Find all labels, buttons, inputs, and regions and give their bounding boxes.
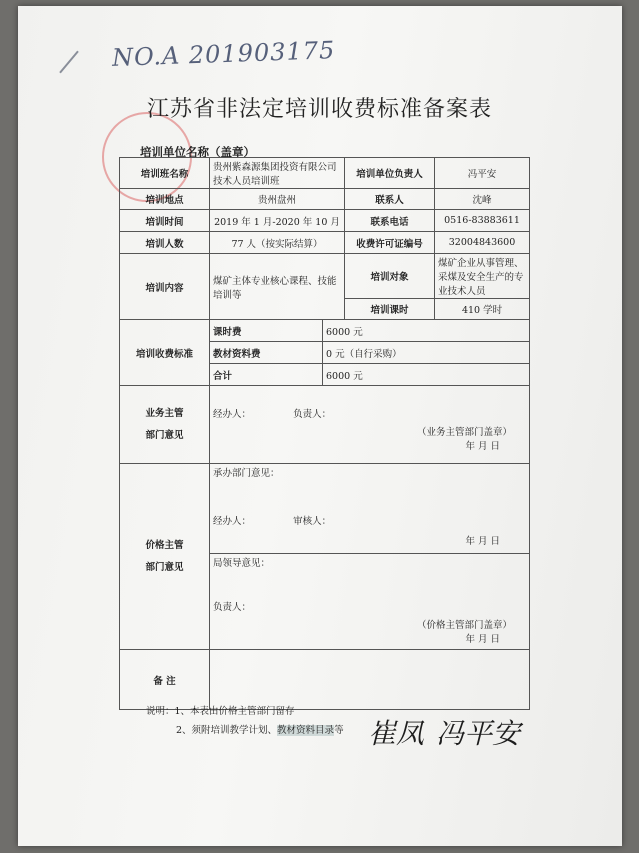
contact-label: 联系人 [345,189,435,210]
filing-form-table [119,157,530,710]
content-label: 培训内容 [120,254,210,320]
serial-number: NO.A 201903175 [111,36,336,72]
business-dept-label-1: 业务主管 [145,407,184,419]
location-value: 贵州盘州 [210,189,345,210]
price-responsible-label: 负责人： [213,602,252,613]
table-row [120,386,530,464]
table-row [120,464,530,554]
unit-name-label: 培训单位名称（盖章） [140,145,255,159]
price-host-opinion-label: 承办部门意见： [213,468,280,479]
footnotes [146,703,344,736]
handwritten-signature-2: 冯平安 [436,717,521,750]
table-row [120,254,530,299]
phone-value: 0516-83883611 [435,210,530,232]
note-line-1: 说明：1、本表由价格主管部门留存 [146,706,295,717]
price-host-opinion [210,464,530,554]
price-leader-opinion [210,554,530,650]
table-row [120,210,530,232]
price-dept-label-1: 价格主管 [145,539,184,551]
remarks-value [210,650,530,710]
time-label: 培训时间 [120,210,210,232]
table-row [120,650,530,710]
hours-value: 410 学时 [435,299,530,320]
fee-item-label: 课时费 [210,320,323,342]
note-line-2-prefix: 2、须附培训教学计划、 [176,725,278,736]
note-line-2-highlight: 教材资料目录 [277,725,335,736]
contact-value: 沈峰 [435,189,530,210]
fee-item-label: 教材资料费 [210,342,323,364]
target-label: 培训对象 [345,254,435,299]
fee-standard-label: 培训收费标准 [120,320,210,386]
business-dept-label-2: 部门意见 [145,429,184,441]
note-line-2-suffix: 等 [334,725,344,736]
business-dept-label [120,386,210,464]
price-handler-line [213,479,526,527]
table-row [120,189,530,210]
note-line-2 [146,717,344,736]
price-date-2: 年 月 日 [465,634,501,645]
class-name-value: 贵州紫森源集团投资有限公司技术人员培训班 [210,158,345,189]
price-handler-label: 经办人： [213,516,252,527]
fee-item-value: 0 元（自行采购） [323,342,530,364]
price-date-1: 年 月 日 [465,536,501,547]
fee-item-label: 合计 [210,364,323,386]
price-leader-opinion-label: 局领导意见： [213,558,271,569]
location-label: 培训地点 [120,189,210,210]
form-title: 江苏省非法定培训收费标准备案表 [146,97,492,122]
price-stamp-label: （价格主管部门盖章） [417,620,513,631]
count-label: 培训人数 [120,232,210,254]
business-date: 年 月 日 [465,440,501,452]
time-value: 2019 年 1 月-2020 年 10 月 [210,210,345,232]
business-stamp-label: （业务主管部门盖章） [417,426,513,438]
price-dept-label [120,464,210,650]
business-handler-label: 经办人： [213,408,252,420]
remarks-label: 备 注 [120,650,210,710]
leader-value: 冯平安 [435,158,530,189]
business-responsible-label: 负责人： [293,408,332,420]
license-label: 收费许可证编号 [345,232,435,254]
fee-item-value: 6000 元 [323,320,530,342]
target-value: 煤矿企业从事管理、采煤及安全生产的专业技术人员 [435,254,530,299]
table-row [120,232,530,254]
price-reviewer-label: 审核人： [293,516,332,527]
count-value: 77 人（按实际结算） [210,232,345,254]
table-row [120,158,530,189]
table-row [120,320,530,342]
phone-label: 联系电话 [345,210,435,232]
business-dept-opinion [210,386,530,464]
handwritten-signature-1: 崔凤 [368,717,425,750]
price-dept-label-2: 部门意见 [145,561,184,573]
business-handler-line [213,398,526,420]
hours-label: 培训课时 [345,299,435,320]
content-value: 煤矿主体专业核心课程、技能培训等 [210,254,345,320]
license-value: 32004843600 [435,232,530,254]
leader-label: 培训单位负责人 [345,158,435,189]
class-name-label: 培训班名称 [120,158,210,189]
fee-item-value: 6000 元 [323,364,530,386]
